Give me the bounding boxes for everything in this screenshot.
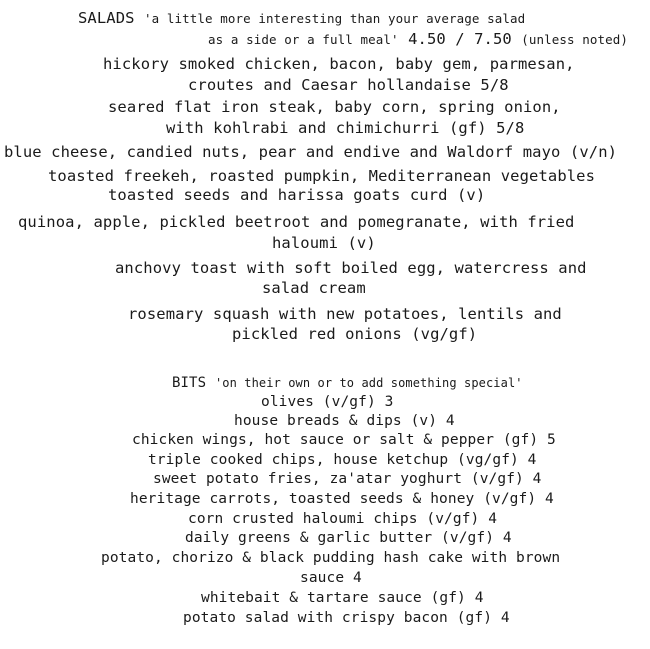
salad-item-1-line-1: hickory smoked chicken, bacon, baby gem, parmesan,: [103, 55, 575, 73]
bits-item-11: whitebait & tartare sauce (gf) 4: [201, 590, 484, 606]
salads-tagline-2: as a side or a full meal': [208, 32, 399, 47]
salad-item-2-line-1: seared flat iron steak, baby corn, spring onion,: [108, 98, 561, 116]
salad-item-4-line-1: toasted freekeh, roasted pumpkin, Mediterranean vegetables: [48, 167, 596, 185]
salad-item-2-line-2: with kohlrabi and chimichurri (gf) 5/8: [166, 119, 525, 137]
bits-item-6: heritage carrots, toasted seeds & honey (v/gf) 4: [130, 491, 554, 507]
salad-item-6-line-1: anchovy toast with soft boiled egg, watercress and: [115, 259, 587, 277]
salad-item-7-line-2: pickled red onions (vg/gf): [232, 325, 478, 343]
salad-item-5-line-1: quinoa, apple, pickled beetroot and pomegranate, with fried: [18, 213, 575, 231]
salads-tagline: 'a little more interesting than your average salad: [144, 11, 526, 26]
bits-item-3: chicken wings, hot sauce or salt & pepper (gf) 5: [132, 432, 556, 448]
salad-item-4-line-2: toasted seeds and harissa goats curd (v): [108, 186, 486, 204]
bits-item-12: potato salad with crispy bacon (gf) 4: [183, 610, 510, 626]
bits-tagline: 'on their own or to add something special': [214, 376, 523, 390]
bits-item-10: sauce 4: [300, 570, 362, 586]
bits-heading: BITS: [172, 375, 207, 391]
salad-item-7-line-1: rosemary squash with new potatoes, lentils and: [128, 305, 562, 323]
salads-heading: SALADS: [78, 9, 135, 27]
salad-item-6-line-2: salad cream: [262, 279, 366, 297]
bits-item-5: sweet potato fries, za'atar yoghurt (v/gf) 4: [153, 471, 542, 487]
bits-heading-line: [172, 374, 523, 393]
bits-item-1: olives (v/gf) 3: [261, 394, 394, 410]
salads-price-line: [208, 29, 628, 50]
bits-item-9: potato, chorizo & black pudding hash cake with brown: [101, 550, 561, 566]
bits-item-4: triple cooked chips, house ketchup (vg/gf) 4: [148, 452, 537, 468]
salads-price-note: (unless noted): [521, 32, 629, 47]
bits-item-7: corn crusted haloumi chips (v/gf) 4: [188, 511, 498, 527]
salad-item-5-line-2: haloumi (v): [272, 234, 376, 252]
bits-item-2: house breads & dips (v) 4: [234, 413, 455, 429]
salads-price: 4.50 / 7.50: [408, 30, 512, 48]
salad-item-1-line-2: croutes and Caesar hollandaise 5/8: [188, 76, 509, 94]
salads-heading-line: [78, 8, 525, 29]
bits-item-8: daily greens & garlic butter (v/gf) 4: [185, 530, 512, 546]
salad-item-3-line-1: blue cheese, candied nuts, pear and endive and Waldorf mayo (v/n): [4, 143, 618, 161]
